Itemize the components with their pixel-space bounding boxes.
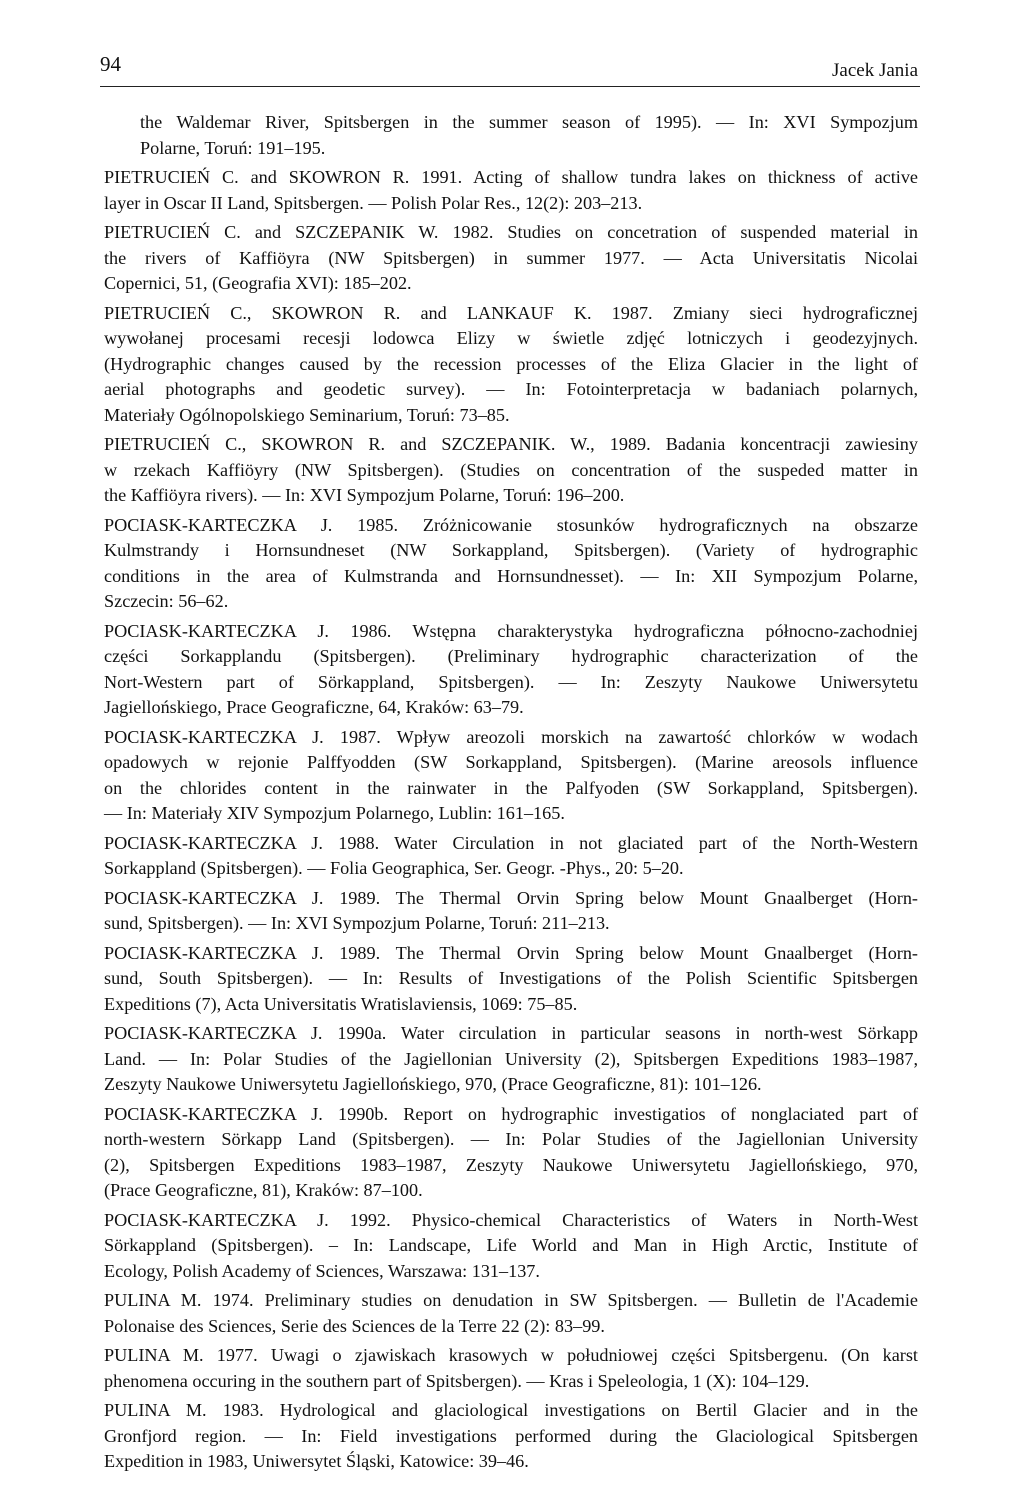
reference-line: Sorkappland (Spitsbergen). — Folia Geographica, Ser. Geogr. -Phys., 20: 5–20.	[104, 858, 684, 878]
page-header	[100, 52, 920, 87]
reference-line: opadowych w rejonie Palffyodden (SW Sorkappland, Spitsbergen). (Marine areosols influence	[104, 752, 918, 772]
reference-line: on the chlorides content in the rainwater in the Palfyoden (SW Sorkappland, Spitsbergen).	[104, 777, 918, 798]
reference-line: POCIASK-KARTECZKA J. 1988. Water Circulation in not glaciated part of the North-Western	[104, 832, 918, 853]
reference-line: Jagiellońskiego, Prace Geograficzne, 64, Kraków: 63–79.	[104, 697, 524, 717]
reference-line: PULINA M. 1974. Preliminary studies on denudation in SW Spitsbergen. — Bulletin de l'Academie	[104, 1290, 918, 1310]
reference-line: (Prace Geograficzne, 81), Kraków: 87–100.	[104, 1180, 423, 1200]
reference-line: Kulmstrandy i Hornsundneset (NW Sorkappland, Spitsbergen). (Variety of hydrographic	[104, 540, 918, 560]
reference-line: sund, Spitsbergen). — In: XVI Sympozjum Polarne, Toruń: 211–213.	[104, 913, 610, 933]
reference-entry	[104, 1343, 918, 1394]
reference-line: (2), Spitsbergen Expeditions 1983–1987, Zeszyty Naukowe Uniwersytetu Jagiellońskiego, 970,	[104, 1154, 918, 1175]
reference-line: POCIASK-KARTECZKA J. 1989. The Thermal Orvin Spring below Mount Gnaalberget (Horn-	[104, 887, 918, 908]
reference-line: Gronfjord region. — In: Field investigations performed during the Glaciological Spitsbergen	[104, 1425, 918, 1446]
reference-entry	[104, 1021, 918, 1098]
reference-line: POCIASK-KARTECZKA J. 1992. Physico-chemical Characteristics of Waters in North-West	[104, 1209, 918, 1230]
reference-line: layer in Oscar II Land, Spitsbergen. — Polish Polar Res., 12(2): 203–213.	[104, 192, 643, 213]
reference-entry	[104, 432, 918, 509]
reference-line: aerial photographs and geodetic survey). — In: Fotointerpretacja w badaniach polarnych,	[104, 379, 918, 399]
reference-line: the rivers of Kaffiöyra (NW Spitsbergen) in summer 1977. — Acta Universitatis Nicolai	[104, 247, 918, 268]
reference-entry	[104, 220, 918, 297]
reference-line: the Waldemar River, Spitsbergen in the summer season of 1995). — In: XVI Sympozjum	[140, 112, 918, 132]
reference-entry	[104, 1288, 918, 1339]
reference-line: (Hydrographic changes caused by the recession processes of the Eliza Glacier in the light of	[104, 353, 918, 374]
reference-line: Materiały Ogólnopolskiego Seminarium, Toruń: 73–85.	[104, 404, 510, 425]
running-head-author: Jacek Jania	[832, 60, 918, 81]
reference-entry	[104, 513, 918, 615]
reference-line: POCIASK-KARTECZKA J. 1985. Zróżnicowanie stosunków hydrograficznych na obszarze	[104, 514, 918, 535]
reference-entry	[104, 1398, 918, 1475]
reference-line: PIETRUCIEŃ C., SKOWRON R. and SZCZEPANIK. W., 1989. Badania koncentracji zawiesiny	[104, 434, 918, 454]
reference-entry	[104, 619, 918, 721]
reference-list	[104, 110, 918, 1475]
reference-line: Expeditions (7), Acta Universitatis Wratislaviensis, 1069: 75–85.	[104, 993, 578, 1014]
reference-line: w rzekach Kaffiöyry (NW Spitsbergen). (Studies on concentration of the suspeded matter in	[104, 459, 918, 480]
reference-line: PIETRUCIEŃ C., SKOWRON R. and LANKAUF K. 1987. Zmiany sieci hydrograficznej	[104, 302, 918, 323]
reference-line: north-western Sörkapp Land (Spitsbergen). — In: Polar Studies of the Jagiellonian University	[104, 1129, 918, 1149]
reference-line: POCIASK-KARTECZKA J. 1989. The Thermal Orvin Spring below Mount Gnaalberget (Horn-	[104, 942, 918, 963]
reference-line: PULINA M. 1977. Uwagi o zjawiskach krasowych w południowej części Spitsbergenu. (On karst	[104, 1345, 918, 1365]
reference-entry	[104, 165, 918, 216]
reference-line: części Sorkapplandu (Spitsbergen). (Preliminary hydrographic characterization of the	[104, 646, 918, 666]
reference-line: PIETRUCIEŃ C. and SKOWRON R. 1991. Acting of shallow tundra lakes on thickness of active	[104, 167, 918, 187]
reference-line: PIETRUCIEŃ C. and SZCZEPANIK W. 1982. Studies on concetration of suspended material in	[104, 222, 918, 242]
reference-line: Polonaise des Sciences, Serie des Sciences de la Terre 22 (2): 83–99.	[104, 1315, 605, 1336]
reference-entry	[104, 886, 918, 937]
reference-entry	[104, 1208, 918, 1285]
reference-entry	[104, 831, 918, 882]
page-number: 94	[100, 52, 121, 76]
reference-line: Nort-Western part of Sörkappland, Spitsbergen). — In: Zeszyty Naukowe Uniwersytetu	[104, 671, 918, 692]
reference-line: POCIASK-KARTECZKA J. 1990a. Water circulation in particular seasons in north-west Sörkapp	[104, 1023, 918, 1043]
reference-line: phenomena occuring in the southern part of Spitsbergen). — Kras i Speleologia, 1 (X): 104–129.	[104, 1370, 810, 1391]
reference-line: sund, South Spitsbergen). — In: Results of Investigations of the Polish Scientific Spitsbergen	[104, 968, 918, 988]
reference-entry	[104, 725, 918, 827]
reference-line: Expedition in 1983, Uniwersytet Śląski, Katowice: 39–46.	[104, 1451, 529, 1471]
reference-line: Ecology, Polish Academy of Sciences, Warszawa: 131–137.	[104, 1260, 540, 1281]
reference-entry-continued	[104, 110, 918, 161]
reference-line: conditions in the area of Kulmstranda and Hornsundnesset). — In: XII Sympozjum Polarne,	[104, 565, 918, 586]
reference-line: Zeszyty Naukowe Uniwersytetu Jagiellońskiego, 970, (Prace Geograficzne, 81): 101–126.	[104, 1074, 762, 1094]
reference-line: POCIASK-KARTECZKA J. 1987. Wpływ areozoli morskich na zawartość chlorków w wodach	[104, 726, 918, 747]
reference-line: Copernici, 51, (Geografia XVI): 185–202.	[104, 273, 412, 293]
reference-line: Szczecin: 56–62.	[104, 591, 229, 611]
reference-line: Land. — In: Polar Studies of the Jagiellonian University (2), Spitsbergen Expeditions 1983–1987,	[104, 1048, 918, 1069]
reference-line: PULINA M. 1983. Hydrological and glaciological investigations on Bertil Glacier and in the	[104, 1400, 918, 1420]
reference-line: POCIASK-KARTECZKA J. 1990b. Report on hydrographic investigatios of nonglaciated part of	[104, 1103, 918, 1124]
reference-entry	[104, 1102, 918, 1204]
reference-line: — In: Materiały XIV Sympozjum Polarnego, Lublin: 161–165.	[104, 803, 565, 823]
reference-line: wywołanej procesami recesji lodowca Elizy w świetle zdjęć lotniczych i geodezyjnych.	[104, 328, 918, 348]
reference-line: the Kaffiöyra rivers). — In: XVI Sympozjum Polarne, Toruń: 196–200.	[104, 485, 625, 505]
reference-line: Polarne, Toruń: 191–195.	[140, 137, 326, 158]
reference-line: POCIASK-KARTECZKA J. 1986. Wstępna charakterystyka hydrograficzna północno-zachodniej	[104, 620, 918, 641]
reference-entry	[104, 941, 918, 1018]
reference-line: Sörkappland (Spitsbergen). – In: Landscape, Life World and Man in High Arctic, Institute of	[104, 1235, 918, 1255]
reference-entry	[104, 301, 918, 429]
